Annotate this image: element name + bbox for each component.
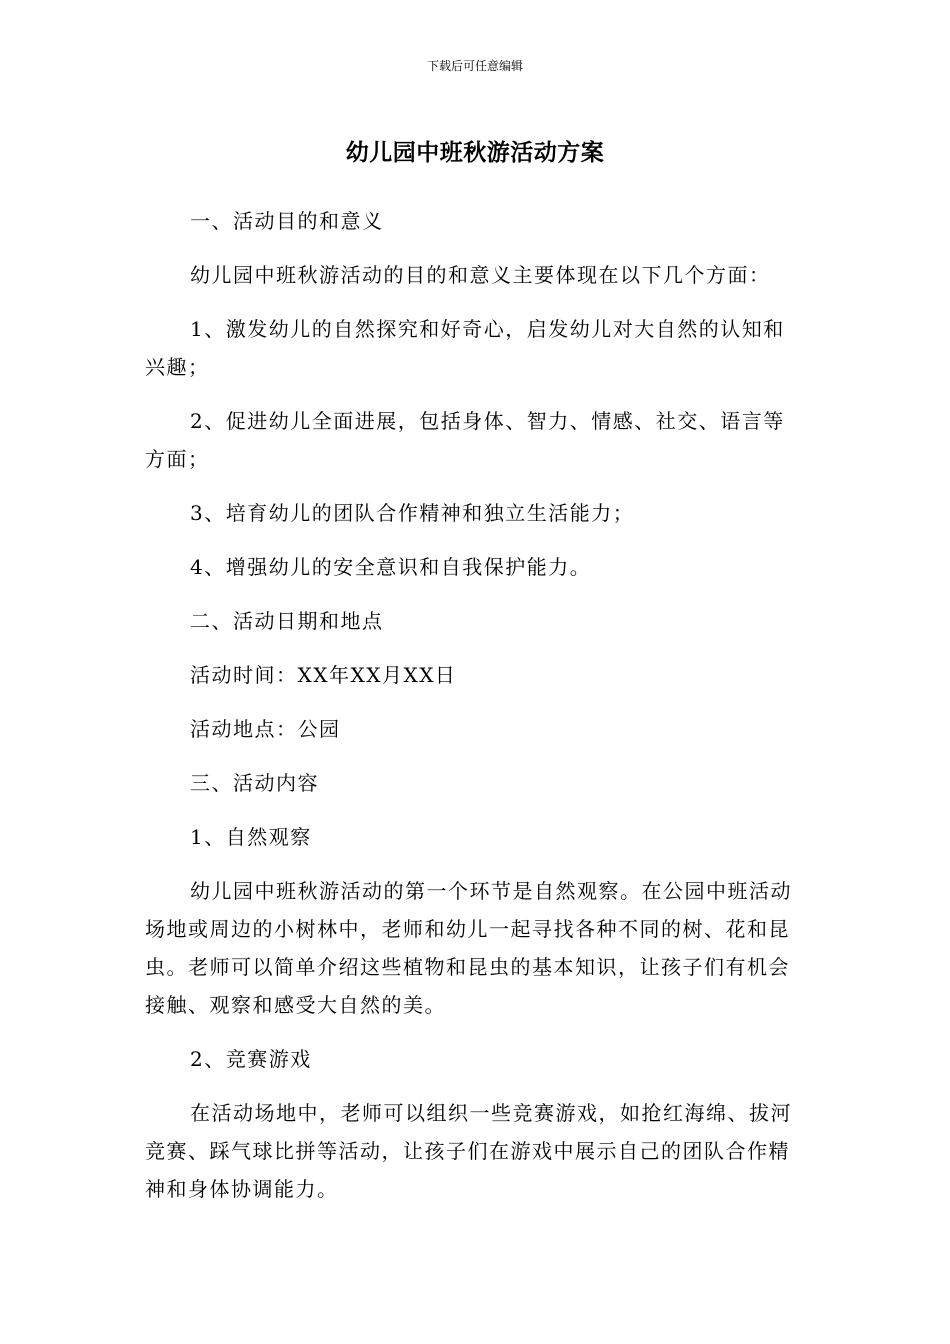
section-heading-purpose xyxy=(145,202,805,240)
paragraph: 活动时间：XX年XX月XX日 xyxy=(190,663,457,687)
paragraph: 1、自然观察 xyxy=(190,825,312,849)
paragraph: 2、促进幼儿全面进展，包括身体、智力、情感、社交、语言等方面； xyxy=(145,409,785,471)
paragraph-block xyxy=(145,548,805,586)
paragraph-block xyxy=(145,1040,805,1078)
paragraph: 3、培育幼儿的团队合作精神和独立生活能力； xyxy=(190,501,635,525)
paragraph: 4、增强幼儿的安全意识和自我保护能力。 xyxy=(190,555,592,579)
paragraph-block xyxy=(145,818,805,856)
paragraph-block xyxy=(145,1094,805,1208)
section-heading-date-location xyxy=(145,602,805,640)
header-note: 下载后可任意编辑 xyxy=(426,59,523,73)
paragraph: 1、激发幼儿的自然探究和好奇心，启发幼儿对大自然的认知和兴趣； xyxy=(145,317,785,379)
document-title: 幼儿园中班秋游活动方案 xyxy=(345,140,605,166)
paragraph-block xyxy=(145,494,805,532)
paragraph: 二、活动日期和地点 xyxy=(190,609,384,633)
paragraph: 活动地点：公园 xyxy=(190,717,341,741)
paragraph: 三、活动内容 xyxy=(190,771,319,795)
paragraph: 2、竞赛游戏 xyxy=(190,1047,312,1071)
paragraph-block xyxy=(145,872,805,1024)
paragraph: 一、活动目的和意义 xyxy=(190,209,384,233)
paragraph-block xyxy=(145,256,805,294)
paragraph: 幼儿园中班秋游活动的第一个环节是自然观察。在公园中班活动场地或周边的小树林中，老师和幼儿一起寻找各种不同的树、花和昆虫。老师可以简单介绍这些植物和昆虫的基本知识，让孩子们有机会接触、观察和感受大自然的美。 xyxy=(145,879,792,1017)
paragraph: 幼儿园中班秋游活动的目的和意义主要体现在以下几个方面： xyxy=(190,263,771,287)
paragraph-block xyxy=(145,402,805,478)
paragraph-block xyxy=(145,310,805,386)
section-heading-content xyxy=(145,764,805,802)
paragraph: 在活动场地中，老师可以组织一些竞赛游戏，如抢红海绵、拔河竞赛、踩气球比拼等活动，让孩子们在游戏中展示自己的团队合作精神和身体协调能力。 xyxy=(145,1101,792,1201)
paragraph-block xyxy=(145,656,805,694)
paragraph-block xyxy=(145,710,805,748)
